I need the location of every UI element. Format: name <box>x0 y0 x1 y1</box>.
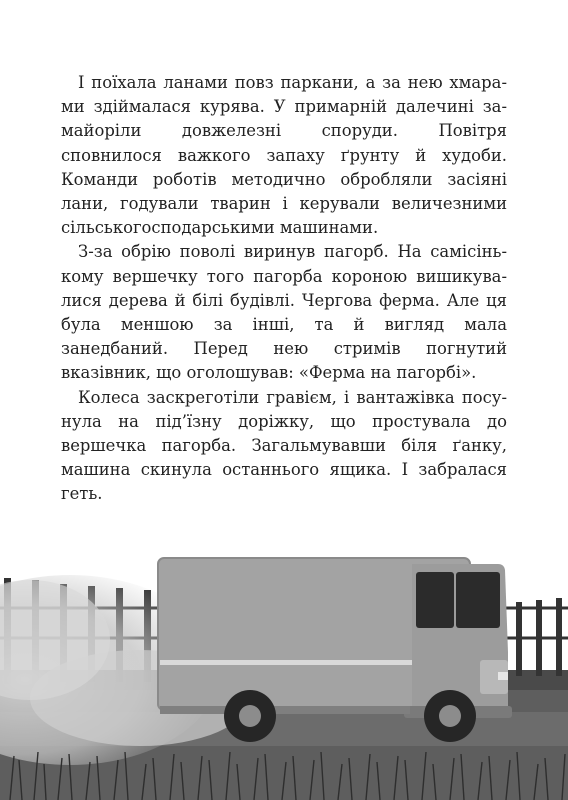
truck-illustration <box>0 520 568 800</box>
truck-headlight <box>498 672 508 680</box>
paragraph-3: Колеса заскреготіли гравієм, і вантажівка посунула на під’їзну доріжку, що простувала до вершечка пагорба. Загальмувавши біля ґанку, машина скинула останнього ящика. І забралася геть. <box>61 387 507 504</box>
truck-wheel-front <box>424 690 476 742</box>
truck-wheel-rear <box>224 690 276 742</box>
body-text <box>61 71 507 507</box>
paragraph-2: З-за обрію поволі виринув пагорб. На самісінькому вершечку того пагорба короною вишикувалися дерева й білі будівлі. Чергова ферма. Але ця була меншою за інші, та й вигляд мала занедбаний. Перед нею стримів погнутий вказівник, що оголошував: «Ферма на пагорбі». <box>61 242 507 383</box>
truck-illustration-svg <box>0 520 568 800</box>
truck-windshield <box>456 572 500 628</box>
paragraph-1: І поїхала ланами повз паркани, а за нею хмарами здіймалася курява. У примарній далечині замайоріли довжелезні споруди. Повітря сповнилося важкого запаху ґрунту й худоби. Команди роботів методично обробляли засіяні лани, годували тварин і керували величезними сільськогосподарськими машинами. <box>61 73 507 238</box>
truck-window <box>416 572 454 628</box>
